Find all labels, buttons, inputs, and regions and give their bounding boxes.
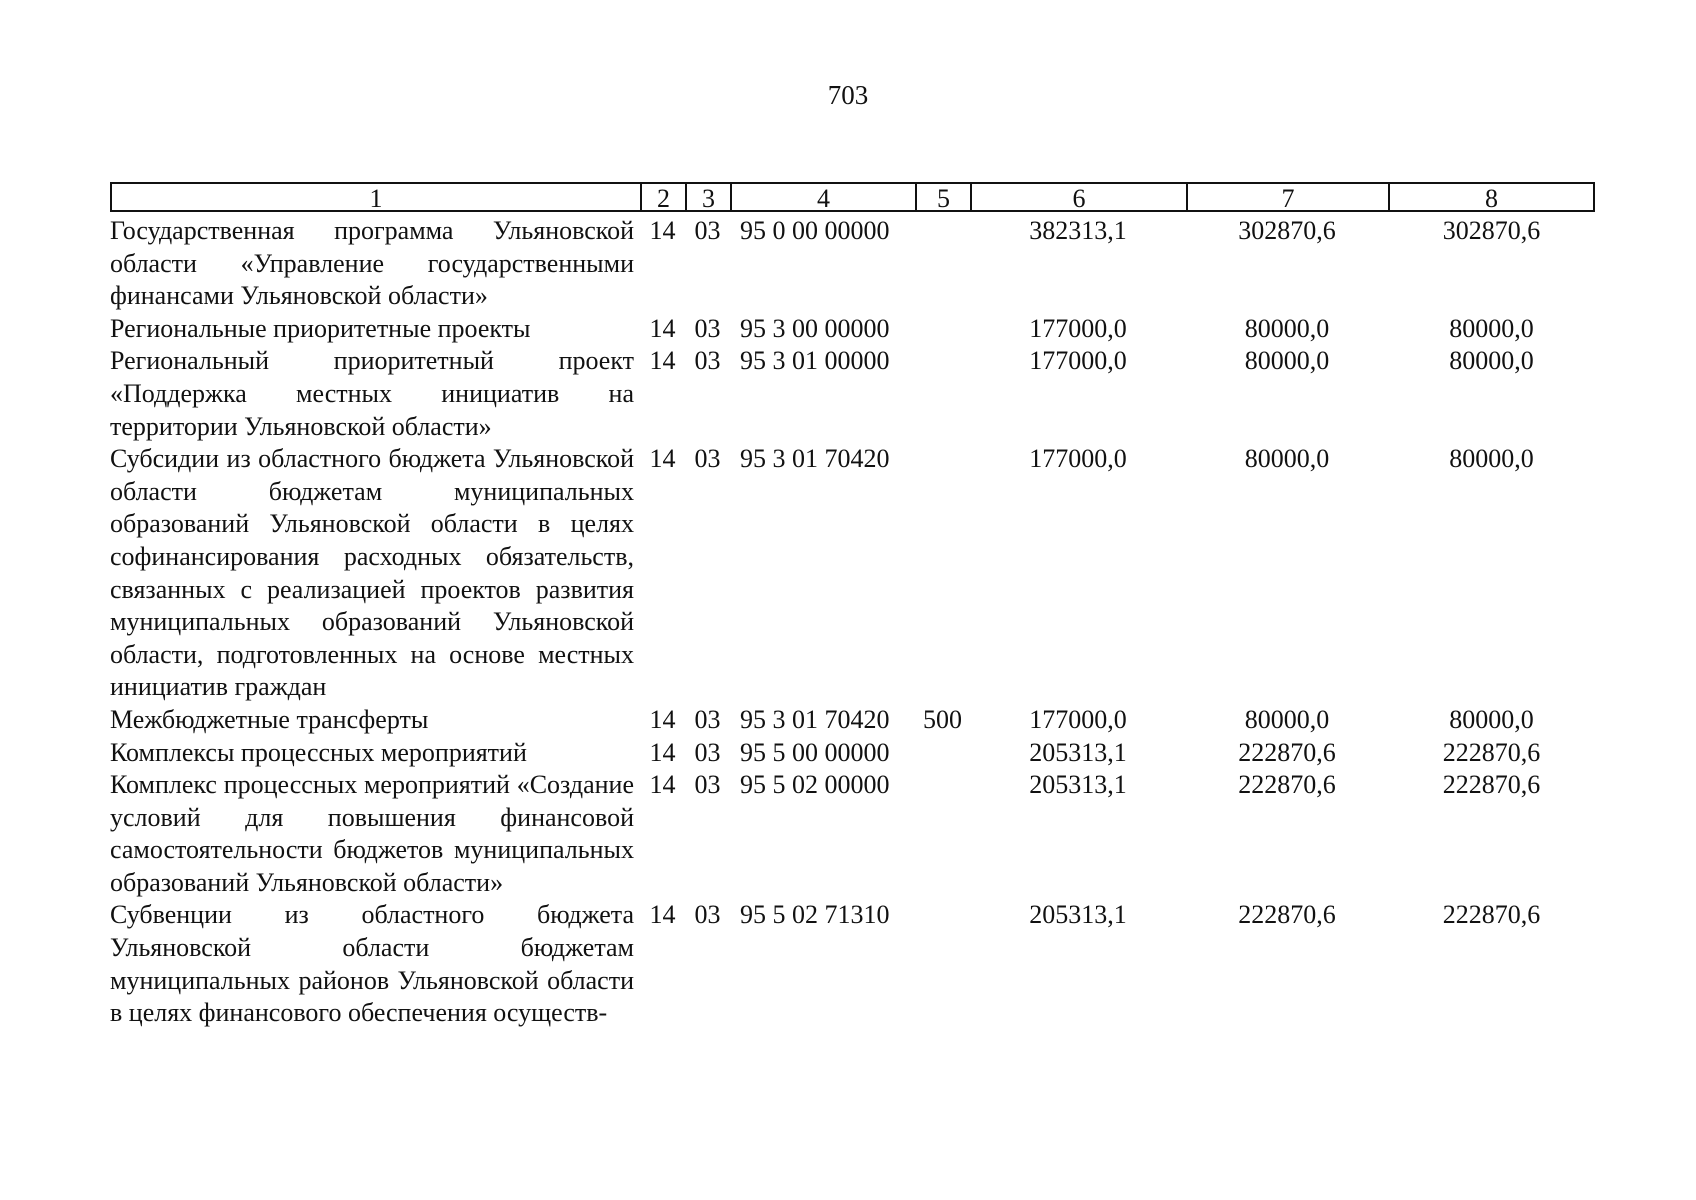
amount-col7: 222870,6 [1238,737,1336,767]
subsection-code: 03 [694,704,721,734]
target-article-code: 95 3 01 70420 [740,444,890,474]
amount-col8: 302870,6 [1442,216,1541,245]
column-header: 2 [640,182,685,212]
amount-col7: 80000,0 [1244,313,1330,343]
budget-table [110,182,1600,1030]
amount-col8: 222870,6 [1442,737,1541,767]
section-code: 14 [649,216,676,245]
amount-col7: 80000,0 [1244,444,1330,474]
row-description: Государственная программа Ульяновской области «Управление государственными финансами Ульяновской области» [110,216,634,311]
section-code: 14 [649,346,676,376]
subsection-code: 03 [694,216,721,245]
subsection-code: 03 [694,444,721,474]
row-description: Межбюджетные трансферты [110,704,429,734]
page-number: 703 [827,80,869,110]
table-row [110,345,1600,443]
column-header: 3 [685,182,730,212]
table-row [110,769,1600,899]
subsection-code: 03 [694,313,721,343]
section-code: 14 [649,770,676,800]
row-description: Региональный приоритетный проект «Поддержка местных инициатив на территории Ульяновской области» [110,346,634,441]
amount-col6: 205313,1 [1029,900,1127,930]
target-article-code: 95 5 02 71310 [740,900,890,930]
section-code: 14 [649,900,676,930]
amount-col8: 222870,6 [1442,770,1541,800]
expense-type-code [915,443,970,704]
amount-col6: 177000,0 [1029,313,1127,343]
amount-col8: 80000,0 [1449,704,1534,734]
subsection-code: 03 [694,770,721,800]
amount-col7: 302870,6 [1238,216,1336,245]
amount-col6: 205313,1 [1029,770,1127,800]
column-header: 5 [915,182,970,212]
column-header: 6 [970,182,1186,212]
amount-col6: 177000,0 [1029,444,1127,474]
amount-col8: 80000,0 [1449,313,1534,343]
table-row [110,215,1600,313]
expense-type-code [915,345,970,443]
table-row [110,737,1600,770]
column-header: 8 [1388,182,1595,212]
column-header: 4 [730,182,915,212]
amount-col6: 205313,1 [1029,737,1127,767]
amount-col7: 80000,0 [1244,346,1330,376]
expense-type-code [915,737,970,770]
row-description: Комплексы процессных мероприятий [110,737,527,767]
expense-type-code [915,899,970,1029]
amount-col6: 177000,0 [1029,704,1127,734]
table-row [110,899,1600,1029]
table-header-row [110,182,1600,212]
section-code: 14 [649,737,676,767]
column-header: 7 [1186,182,1388,212]
target-article-code: 95 5 00 00000 [740,737,890,767]
row-description: Субсидии из областного бюджета Ульяновской области бюджетам муниципальных образований Ульяновской области в целях софинансирования расходных обязательств, связанных с реализацией проектов развития муниципальных образований Ульяновской области, подготовленных на основе местных инициатив граждан [110,444,634,702]
amount-col8: 80000,0 [1449,444,1534,474]
table-row [110,704,1600,737]
table-row [110,313,1600,346]
column-header: 1 [110,182,640,212]
expense-type-code: 500 [923,704,962,734]
section-code: 14 [649,704,676,734]
table-row [110,443,1600,704]
target-article-code: 95 0 00 00000 [740,216,890,245]
target-article-code: 95 3 01 00000 [740,346,890,376]
amount-col8: 222870,6 [1442,900,1541,930]
subsection-code: 03 [694,737,721,767]
subsection-code: 03 [694,900,721,930]
subsection-code: 03 [694,346,721,376]
section-code: 14 [649,444,676,474]
amount-col7: 222870,6 [1238,900,1336,930]
amount-col8: 80000,0 [1449,346,1534,376]
amount-col7: 80000,0 [1244,704,1330,734]
amount-col6: 382313,1 [1029,216,1127,245]
row-description: Комплекс процессных мероприятий «Создание условий для повышения финансовой самостоятельности бюджетов муниципальных образований Ульяновской области» [110,770,634,897]
row-description: Региональные приоритетные проекты [110,313,531,343]
expense-type-code [915,215,970,313]
amount-col7: 222870,6 [1238,770,1336,800]
target-article-code: 95 3 00 00000 [740,313,890,343]
expense-type-code [915,769,970,899]
target-article-code: 95 3 01 70420 [740,704,890,734]
row-description: Субвенции из областного бюджета Ульяновской области бюджетам муниципальных районов Ульяновской области в целях финансового обеспечения осуществ- [110,900,634,1028]
section-code: 14 [649,313,676,343]
amount-col6: 177000,0 [1029,346,1127,376]
target-article-code: 95 5 02 00000 [740,770,890,800]
expense-type-code [915,313,970,346]
